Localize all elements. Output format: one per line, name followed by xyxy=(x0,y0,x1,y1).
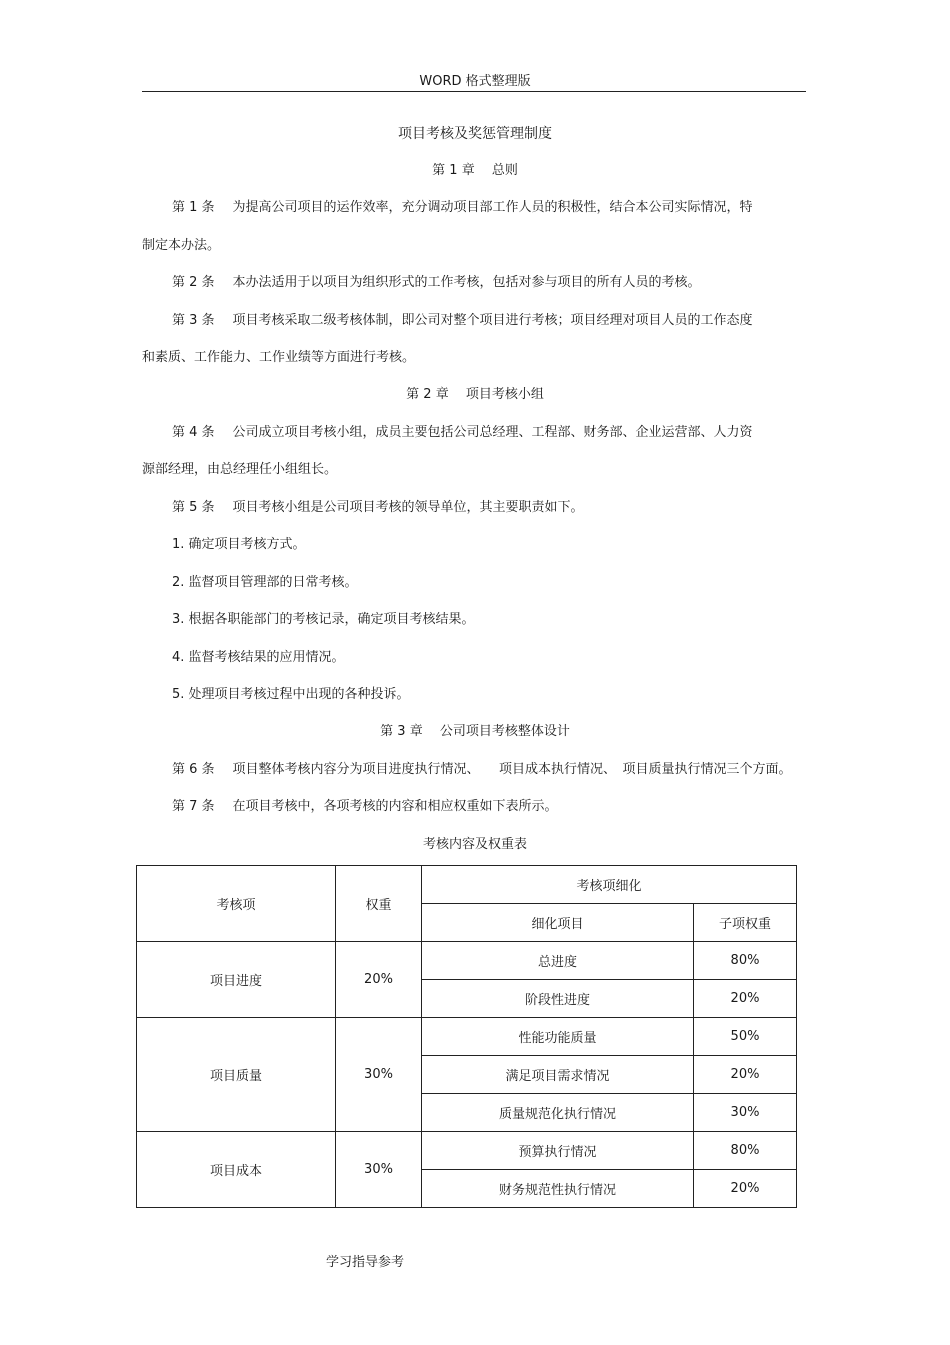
article-4-label: 第 4 条 xyxy=(172,425,215,440)
header-cell-detail: 考核项细化 xyxy=(422,866,797,904)
article-1 xyxy=(172,199,753,217)
table-row xyxy=(137,1132,797,1170)
duty-item: 3. 根据各职能部门的考核记录，确定项目考核结果。 xyxy=(172,612,475,627)
weight-table xyxy=(136,865,797,1208)
sub-weight-cell: 80% xyxy=(694,942,797,980)
sub-weight-cell: 20% xyxy=(694,980,797,1018)
article-3 xyxy=(172,312,753,330)
table-header-row xyxy=(137,866,797,904)
article-5-text: 项目考核小组是公司项目考核的领导单位，其主要职责如下。 xyxy=(232,500,584,515)
article-3-label: 第 3 条 xyxy=(172,313,215,328)
sub-item-cell: 质量规范化执行情况 xyxy=(422,1094,694,1132)
sub-item-cell: 满足项目需求情况 xyxy=(422,1056,694,1094)
table-row xyxy=(137,1018,797,1056)
article-6-text: 项目整体考核内容分为项目进度执行情况、 项目成本执行情况、 项目质量执行情况三个方面。 xyxy=(232,762,792,777)
article-2 xyxy=(172,274,701,292)
sub-item-cell: 预算执行情况 xyxy=(422,1132,694,1170)
header-cell-sub-item: 细化项目 xyxy=(422,904,694,942)
chapter-1-heading: 第 1 章 总则 xyxy=(432,163,518,178)
article-7-text: 在项目考核中，各项考核的内容和相应权重如下表所示。 xyxy=(232,799,558,814)
group-name-cell: 项目进度 xyxy=(137,942,336,1018)
header-cell-item: 考核项 xyxy=(137,866,336,942)
sub-weight-cell: 50% xyxy=(694,1018,797,1056)
group-name-cell: 项目成本 xyxy=(137,1132,336,1208)
sub-weight-cell: 20% xyxy=(694,1170,797,1208)
table-row xyxy=(137,942,797,980)
article-1-text: 为提高公司项目的运作效率，充分调动项目部工作人员的积极性，结合本公司实际情况，特 xyxy=(232,200,753,215)
sub-item-cell: 阶段性进度 xyxy=(422,980,694,1018)
duty-item: 2. 监督项目管理部的日常考核。 xyxy=(172,575,358,590)
article-7-label: 第 7 条 xyxy=(172,799,215,814)
article-6-label: 第 6 条 xyxy=(172,762,215,777)
chapter-3-heading: 第 3 章 公司项目考核整体设计 xyxy=(380,724,570,739)
article-2-label: 第 2 条 xyxy=(172,275,215,290)
article-6 xyxy=(172,761,792,779)
group-name-cell: 项目质量 xyxy=(137,1018,336,1132)
sub-item-cell: 财务规范性执行情况 xyxy=(422,1170,694,1208)
document-title: 项目考核及奖惩管理制度 xyxy=(398,126,552,142)
article-4-continuation: 源部经理，由总经理任小组组长。 xyxy=(142,462,338,477)
article-5 xyxy=(172,499,584,517)
sub-item-cell: 总进度 xyxy=(422,942,694,980)
group-weight-cell: 30% xyxy=(336,1018,422,1132)
page-footer: 学习指导参考 xyxy=(326,1255,405,1270)
article-7 xyxy=(172,798,558,816)
article-3-continuation: 和素质、工作能力、工作业绩等方面进行考核。 xyxy=(142,350,416,365)
duty-item: 4. 监督考核结果的应用情况。 xyxy=(172,650,345,665)
page-header: WORD 格式整理版 xyxy=(419,74,531,89)
header-rule xyxy=(142,91,806,92)
article-1-continuation: 制定本办法。 xyxy=(142,238,221,253)
sub-weight-cell: 20% xyxy=(694,1056,797,1094)
article-5-label: 第 5 条 xyxy=(172,500,215,515)
article-4 xyxy=(172,424,753,442)
article-2-text: 本办法适用于以项目为组织形式的工作考核，包括对参与项目的所有人员的考核。 xyxy=(232,275,701,290)
article-4-text: 公司成立项目考核小组，成员主要包括公司总经理、工程部、财务部、企业运营部、人力资 xyxy=(232,425,753,440)
sub-weight-cell: 80% xyxy=(694,1132,797,1170)
header-cell-sub-weight: 子项权重 xyxy=(694,904,797,942)
group-weight-cell: 20% xyxy=(336,942,422,1018)
chapter-2-heading: 第 2 章 项目考核小组 xyxy=(406,387,544,402)
article-3-text: 项目考核采取二级考核体制，即公司对整个项目进行考核；项目经理对项目人员的工作态度 xyxy=(232,313,753,328)
sub-item-cell: 性能功能质量 xyxy=(422,1018,694,1056)
header-cell-weight: 权重 xyxy=(336,866,422,942)
duty-item: 1. 确定项目考核方式。 xyxy=(172,537,306,552)
group-weight-cell: 30% xyxy=(336,1132,422,1208)
sub-weight-cell: 30% xyxy=(694,1094,797,1132)
duty-item: 5. 处理项目考核过程中出现的各种投诉。 xyxy=(172,687,410,702)
table-caption: 考核内容及权重表 xyxy=(422,837,527,852)
article-1-label: 第 1 条 xyxy=(172,200,215,215)
